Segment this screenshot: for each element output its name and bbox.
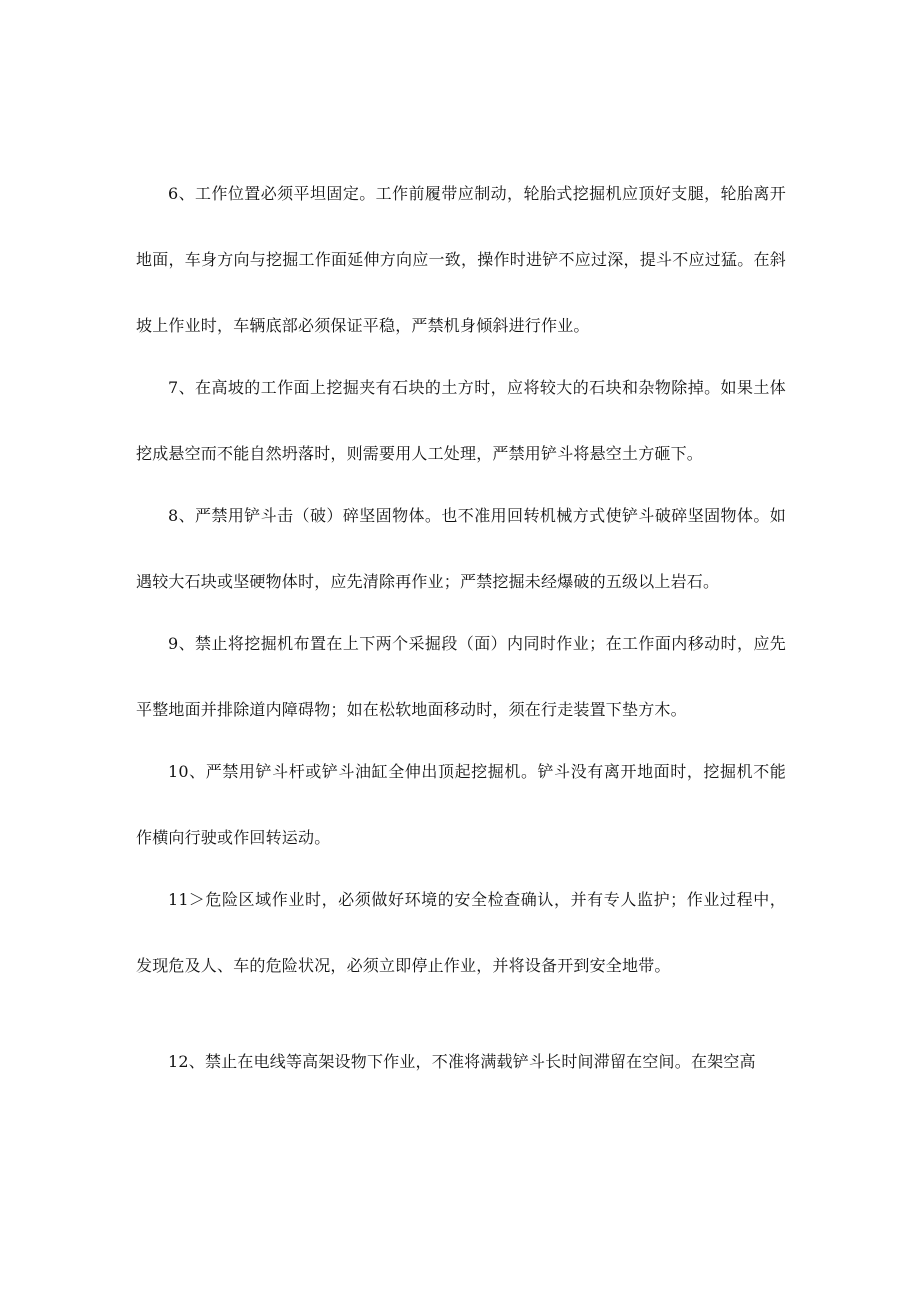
paragraph-7: 7、在高坡的工作面上挖掘夹有石块的土方时，应将较大的石块和杂物除掉。如果土体挖成悬空而不能自然坍落时，则需要用人工处理，严禁用铲斗将悬空土方砸下。	[136, 378, 786, 463]
paragraph-10: 10、严禁用铲斗杆或铲斗油缸全伸出顶起挖掘机。铲斗没有离开地面时，挖掘机不能作横向行驶或作回转运动。	[136, 762, 786, 847]
paragraph-6: 6、工作位置必须平坦固定。工作前履带应制动，轮胎式挖掘机应顶好支腿，轮胎离开地面，车身方向与挖掘工作面延伸方向应一致，操作时进铲不应过深，提斗不应过猛。在斜坡上作业时，车辆底部必须保证平稳，严禁机身倾斜进行作业。	[136, 184, 786, 335]
paragraph-8: 8、严禁用铲斗击（破）碎坚固物体。也不准用回转机械方式使铲斗破碎坚固物体。如遇较大石块或坚硬物体时，应先清除再作业；严禁挖掘未经爆破的五级以上岩石。	[136, 506, 786, 591]
paragraph-9: 9、禁止将挖掘机布置在上下两个采掘段（面）内同时作业；在工作面内移动时，应先平整地面并排除道内障碍物；如在松软地面移动时，须在行走装置下垫方木。	[136, 634, 786, 719]
paragraph-12: 12、禁止在电线等高架设物下作业，不准将满载铲斗长时间滞留在空间。在架空高	[168, 1052, 756, 1071]
paragraph-11: 11＞危险区域作业时，必须做好环境的安全检查确认，并有专人监护；作业过程中，发现危及人、车的危险状况，必须立即停止作业，并将设备开到安全地带。	[136, 890, 786, 975]
